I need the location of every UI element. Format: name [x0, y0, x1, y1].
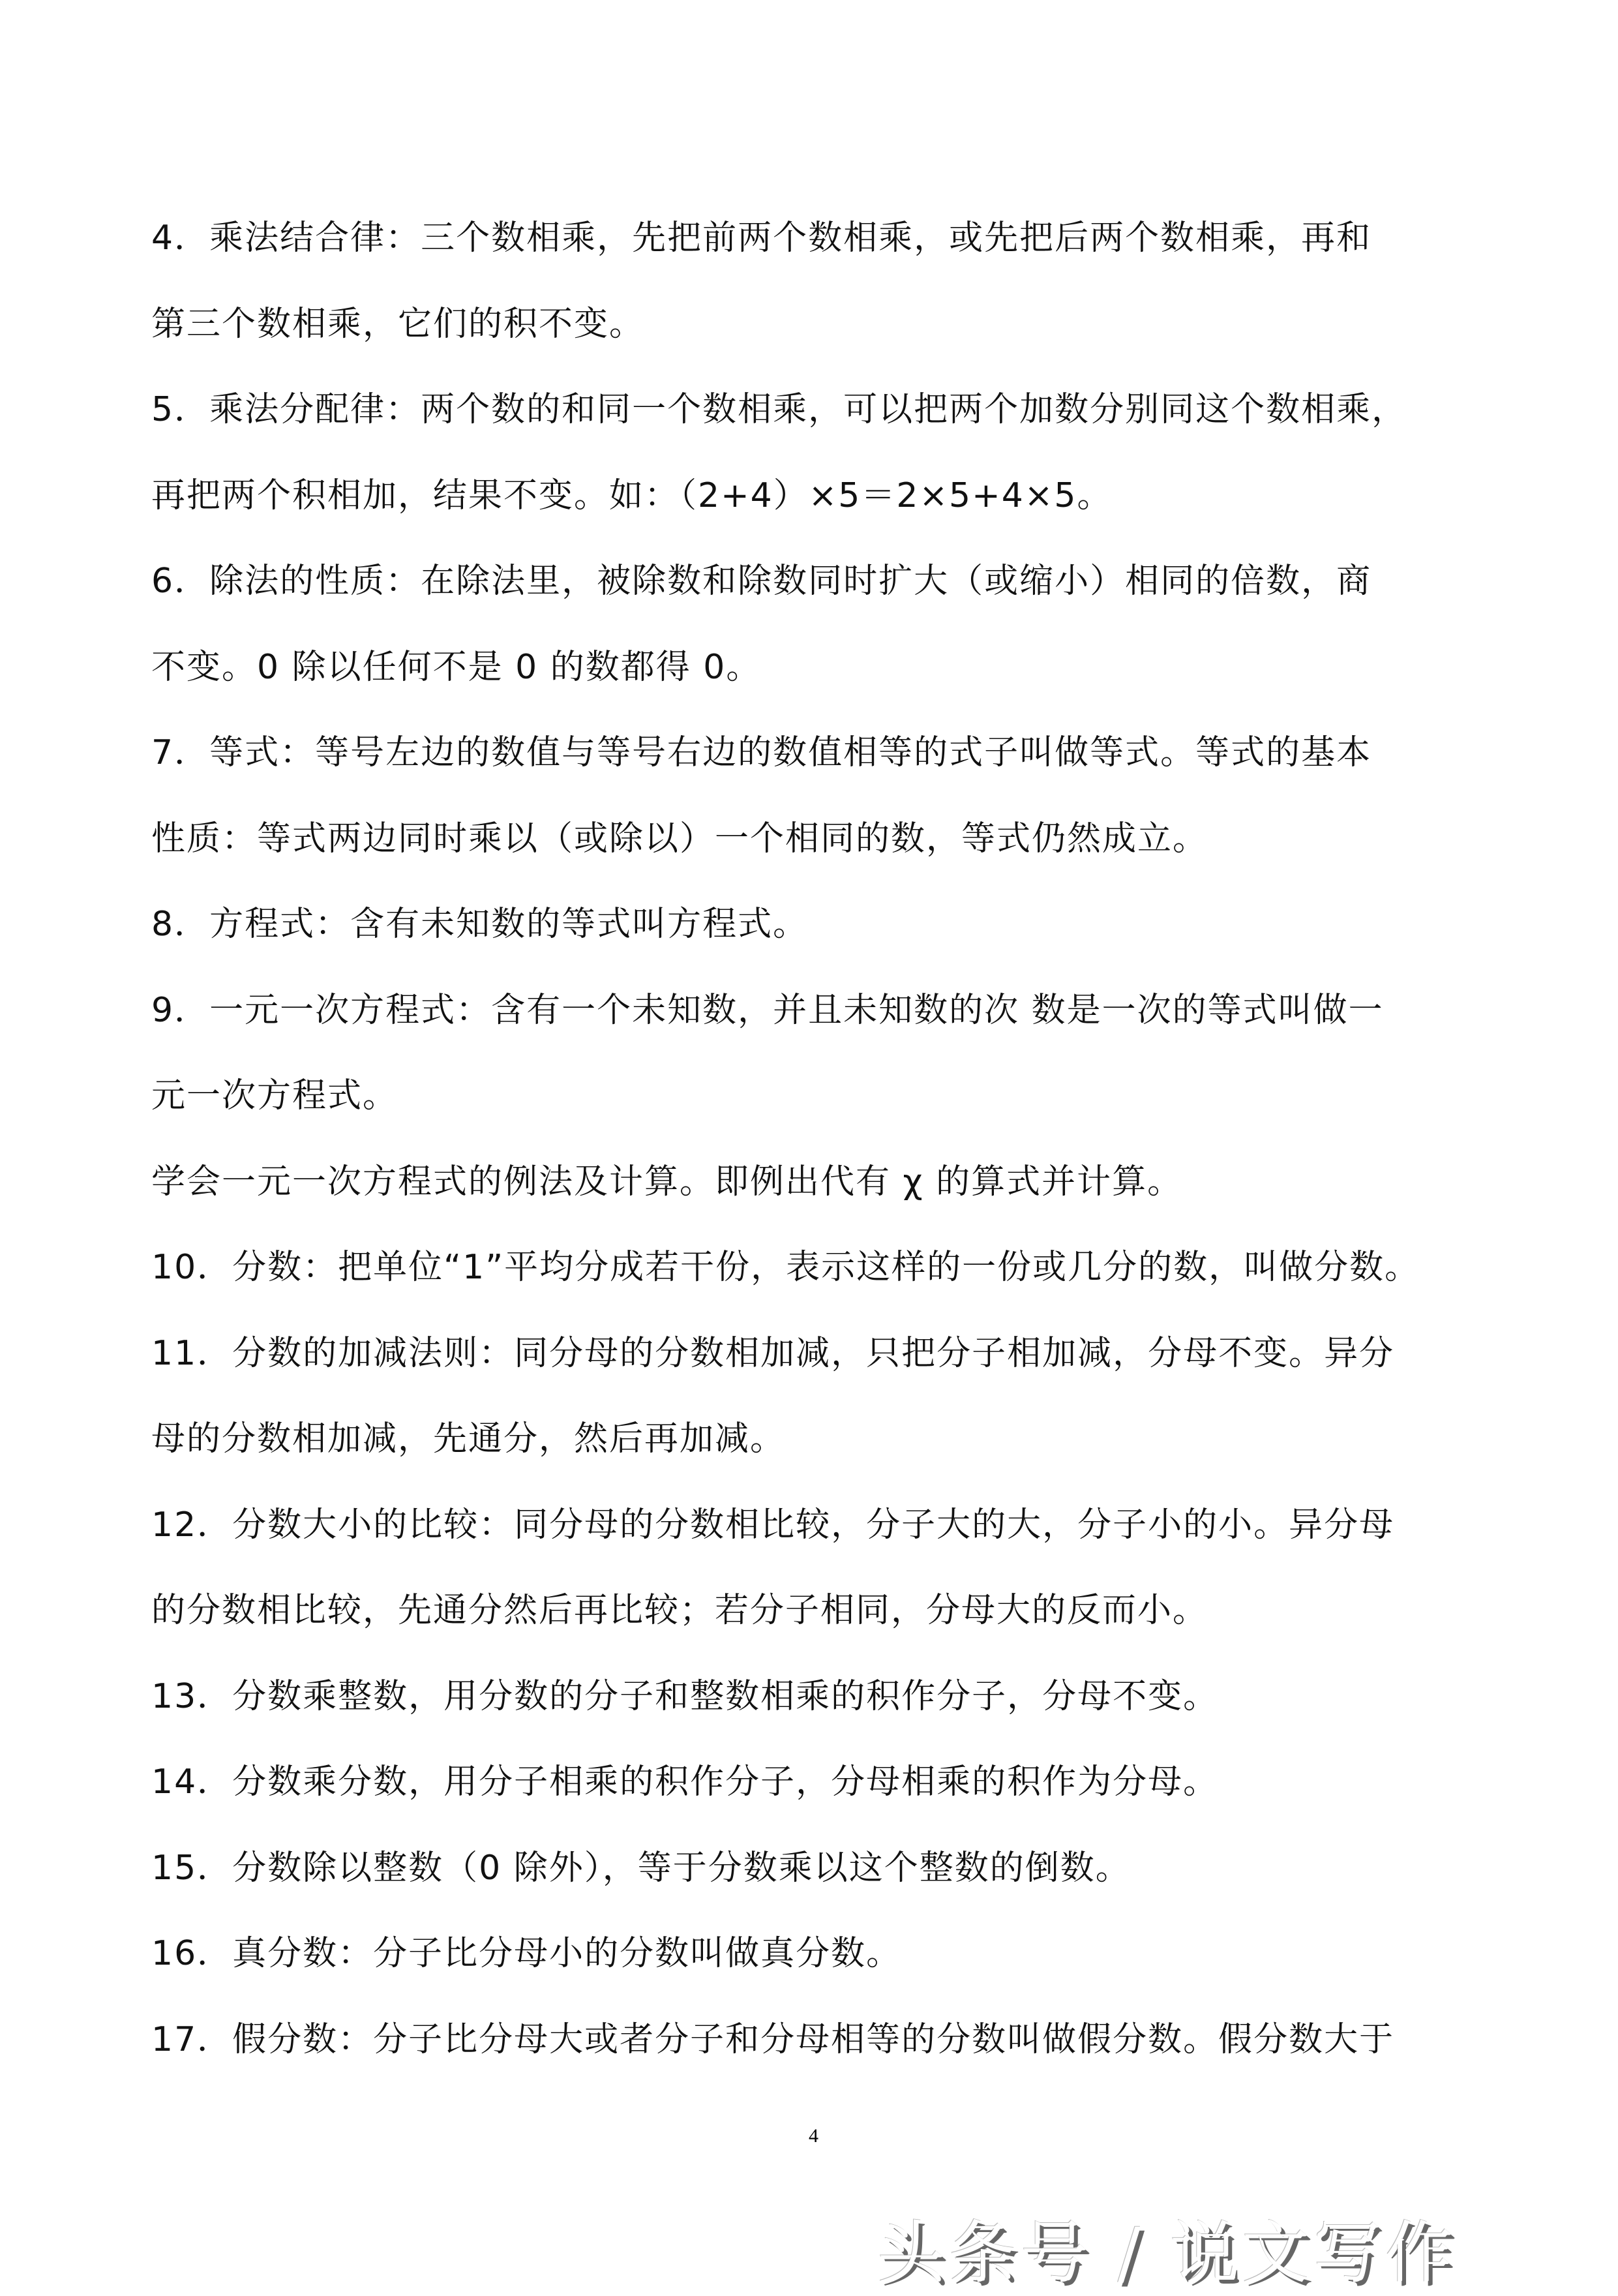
text-line: 13．分数乘整数，用分数的分子和整数相乘的积作分子，分母不变。: [151, 1676, 1219, 1716]
text-line: 9．一元一次方程式：含有一个未知数，并且未知数的次 数是一次的等式叫做一: [151, 990, 1384, 1030]
text-line: 第三个数相乘，它们的积不变。: [151, 304, 645, 344]
text-line: 8．方程式：含有未知数的等式叫方程式。: [151, 905, 809, 944]
page-number: 4: [809, 2125, 818, 2147]
text-line: 15．分数除以整数（0 除外），等于分数乘以这个整数的倒数。: [151, 1848, 1131, 1888]
text-line: 性质：等式两边同时乘以（或除以）一个相同的数，等式仍然成立。: [151, 819, 1208, 858]
text-line: 4．乘法结合律：三个数相乘，先把前两个数相乘，或先把后两个数相乘，再和: [151, 219, 1372, 258]
text-line: 14．分数乘分数，用分子相乘的积作分子，分母相乘的积作为分母。: [151, 1762, 1219, 1802]
text-line: 的分数相比较，先通分然后再比较；若分子相同，分母大的反而小。: [151, 1591, 1208, 1630]
text-line: 7．等式：等号左边的数值与等号右边的数值相等的式子叫做等式。等式的基本: [151, 733, 1372, 772]
watermark: 头条号 / 说文写作: [877, 2213, 1458, 2293]
text-line: 学会一元一次方程式的例法及计算。即例出代有 χ 的算式并计算。: [151, 1162, 1183, 1201]
text-line: 12．分数大小的比较：同分母的分数相比较，分子大的大，分子小的小。异分母: [151, 1505, 1395, 1545]
text-line: 再把两个积相加，结果不变。如：（2+4）×5＝2×5+4×5。: [151, 476, 1113, 515]
text-line: 6．除法的性质：在除法里，被除数和除数同时扩大（或缩小）相同的倍数，商: [151, 562, 1372, 601]
text-line: 元一次方程式。: [151, 1076, 398, 1115]
text-line: 不变。0 除以任何不是 0 的数都得 0。: [151, 647, 762, 687]
text-line: 17．假分数：分子比分母大或者分子和分母相等的分数叫做假分数。假分数大于: [151, 2019, 1395, 2059]
text-line: 16．真分数：分子比分母小的分数叫做真分数。: [151, 1934, 902, 1973]
text-line: 母的分数相加减，先通分，然后再加减。: [151, 1419, 786, 1458]
text-line: 5．乘法分配律：两个数的和同一个数相乘，可以把两个加数分别同这个数相乘，: [151, 390, 1407, 429]
document-body: [151, 196, 1482, 2083]
text-line: 10．分数：把单位“1”平均分成若干份，表示这样的一份或几分的数，叫做分数。: [151, 1248, 1420, 1287]
text-line: 11．分数的加减法则：同分母的分数相加减，只把分子相加减，分母不变。异分: [151, 1333, 1395, 1373]
